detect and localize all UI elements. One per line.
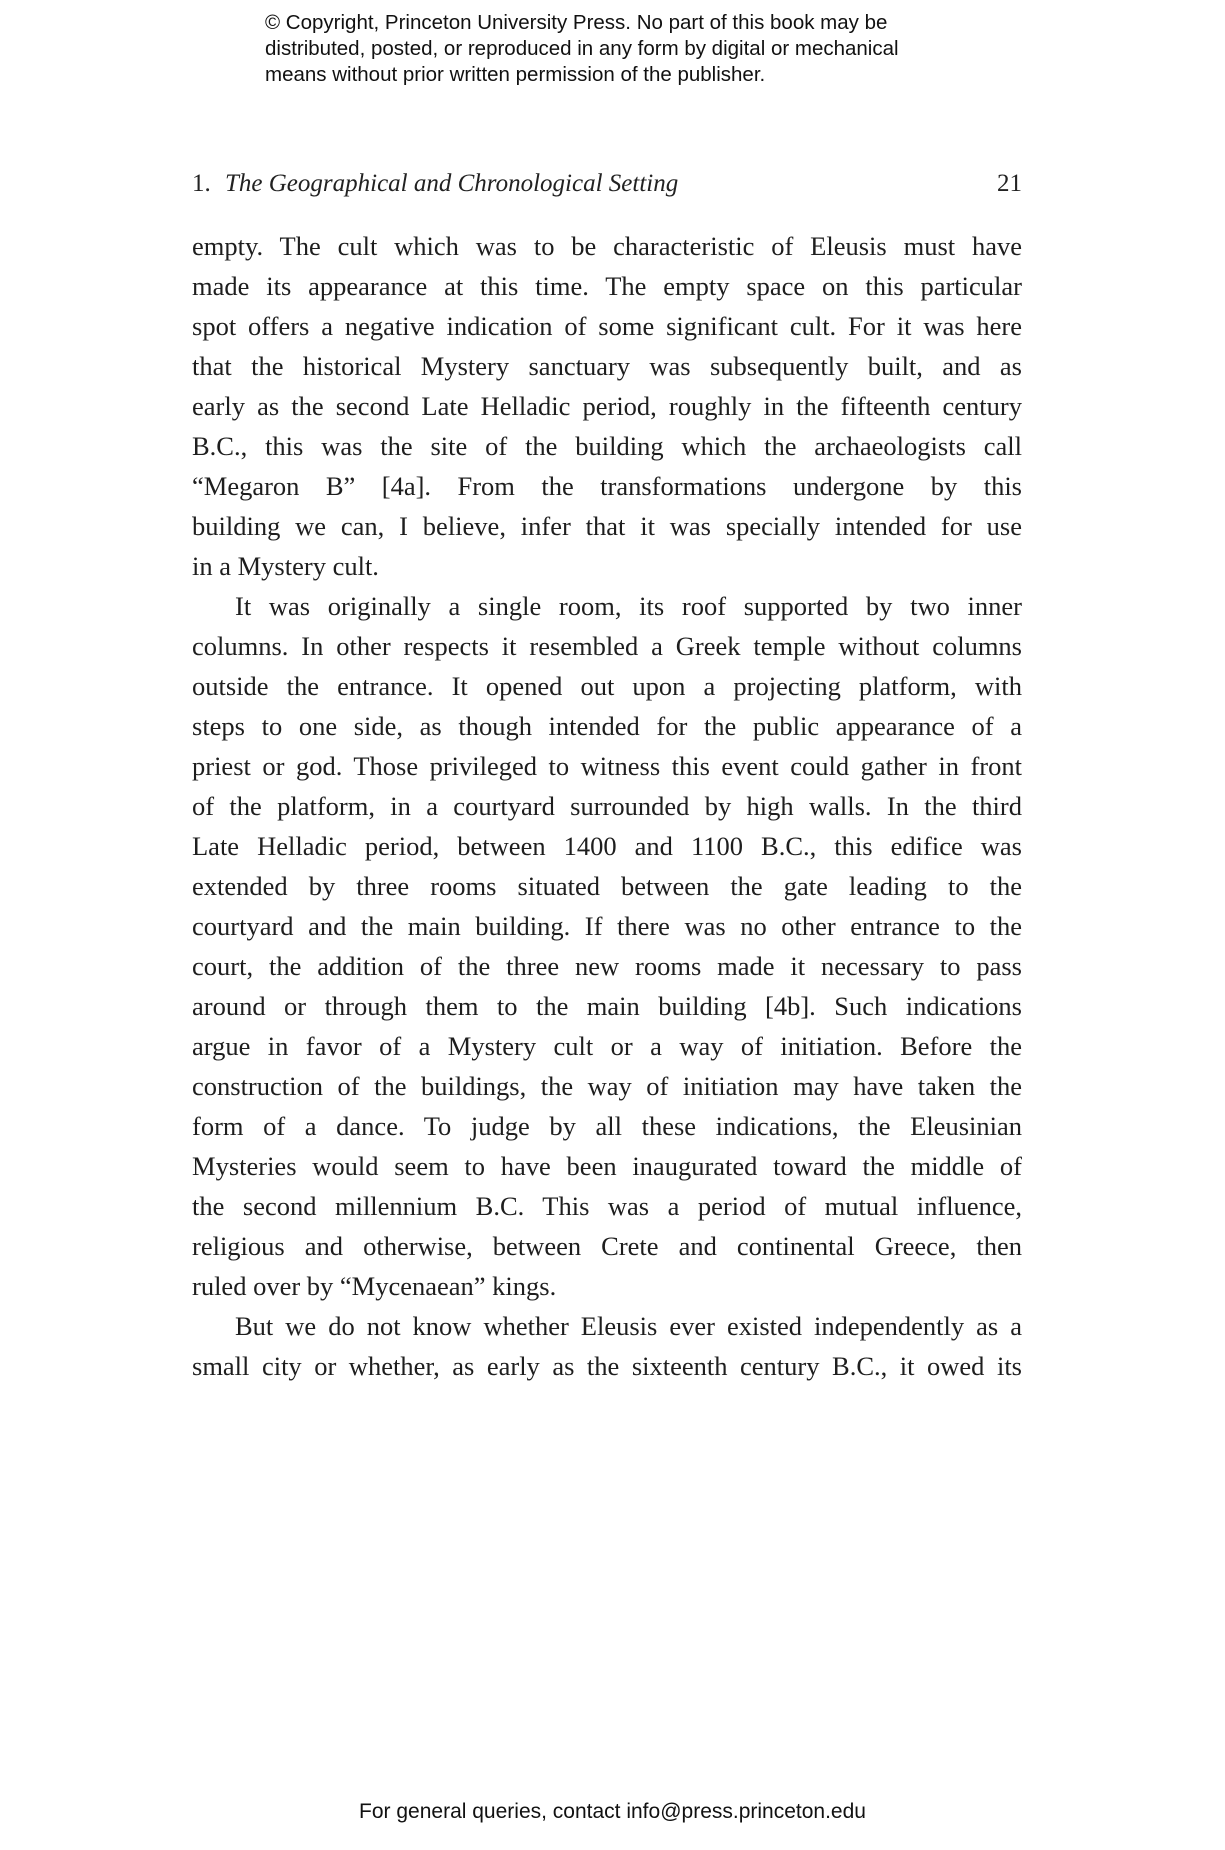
text-line: that the historical Mystery sanctuary was subsequently built, and as (192, 351, 1022, 381)
text-line: form of a dance. To judge by all these indications, the Eleusinian (192, 1111, 1022, 1141)
text-line: courtyard and the main building. If there was no other entrance to the (192, 911, 1022, 941)
text-line: in a Mystery cult. (192, 551, 379, 581)
footer-contact: For general queries, contact info@press.princeton.edu (359, 1800, 866, 1823)
text-line: of the platform, in a courtyard surrounded by high walls. In the third (192, 791, 1022, 821)
text-line: the second millennium B.C. This was a period of mutual influence, (192, 1191, 1022, 1221)
text-line: columns. In other respects it resembled a Greek temple without columns (192, 631, 1022, 661)
text-line: But we do not know whether Eleusis ever existed independently as a (235, 1311, 1022, 1341)
paragraph-2 (192, 586, 1022, 1306)
text-line: small city or whether, as early as the sixteenth century B.C., it owed its (192, 1351, 1022, 1381)
copyright-line: © Copyright, Princeton University Press. No part of this book may be (265, 11, 888, 34)
text-line: empty. The cult which was to be characteristic of Eleusis must have (192, 231, 1022, 261)
text-line: extended by three rooms situated between the gate leading to the (192, 871, 1022, 901)
text-line: priest or god. Those privileged to witness this event could gather in front (192, 751, 1022, 781)
text-line: steps to one side, as though intended for the public appearance of a (192, 711, 1022, 741)
copyright-notice (265, 10, 985, 88)
text-line: around or through them to the main building [4b]. Such indications (192, 991, 1022, 1021)
text-line: court, the addition of the three new rooms made it necessary to pass (192, 951, 1022, 981)
chapter-number: 1. (192, 170, 211, 197)
copyright-line: distributed, posted, or reproduced in any form by digital or mechanical (265, 37, 899, 60)
text-line: building we can, I believe, infer that it was specially intended for use (192, 511, 1022, 541)
text-line: spot offers a negative indication of some significant cult. For it was here (192, 311, 1022, 341)
text-line: argue in favor of a Mystery cult or a way of initiation. Before the (192, 1031, 1022, 1061)
page-number: 21 (997, 170, 1022, 197)
text-line: religious and otherwise, between Crete and continental Greece, then (192, 1231, 1022, 1261)
text-line: Mysteries would seem to have been inaugurated toward the middle of (192, 1151, 1022, 1181)
running-head (192, 170, 1022, 206)
text-line: “Megaron B” [4a]. From the transformations undergone by this (192, 471, 1022, 501)
paragraph-1 (192, 226, 1022, 586)
chapter-title: The Geographical and Chronological Setting (225, 170, 679, 197)
paragraph-3 (192, 1306, 1022, 1386)
text-line: ruled over by “Mycenaean” kings. (192, 1271, 557, 1301)
text-line: outside the entrance. It opened out upon a projecting platform, with (192, 671, 1022, 701)
text-line: made its appearance at this time. The empty space on this particular (192, 271, 1022, 301)
copyright-line: means without prior written permission of the publisher. (265, 63, 766, 86)
text-line: It was originally a single room, its roof supported by two inner (235, 591, 1022, 621)
body-text (192, 226, 1022, 1386)
text-line: early as the second Late Helladic period, roughly in the fifteenth century (192, 391, 1022, 421)
text-line: B.C., this was the site of the building which the archaeologists call (192, 431, 1022, 461)
text-line: construction of the buildings, the way of initiation may have taken the (192, 1071, 1022, 1101)
text-line: Late Helladic period, between 1400 and 1100 B.C., this edifice was (192, 831, 1022, 861)
